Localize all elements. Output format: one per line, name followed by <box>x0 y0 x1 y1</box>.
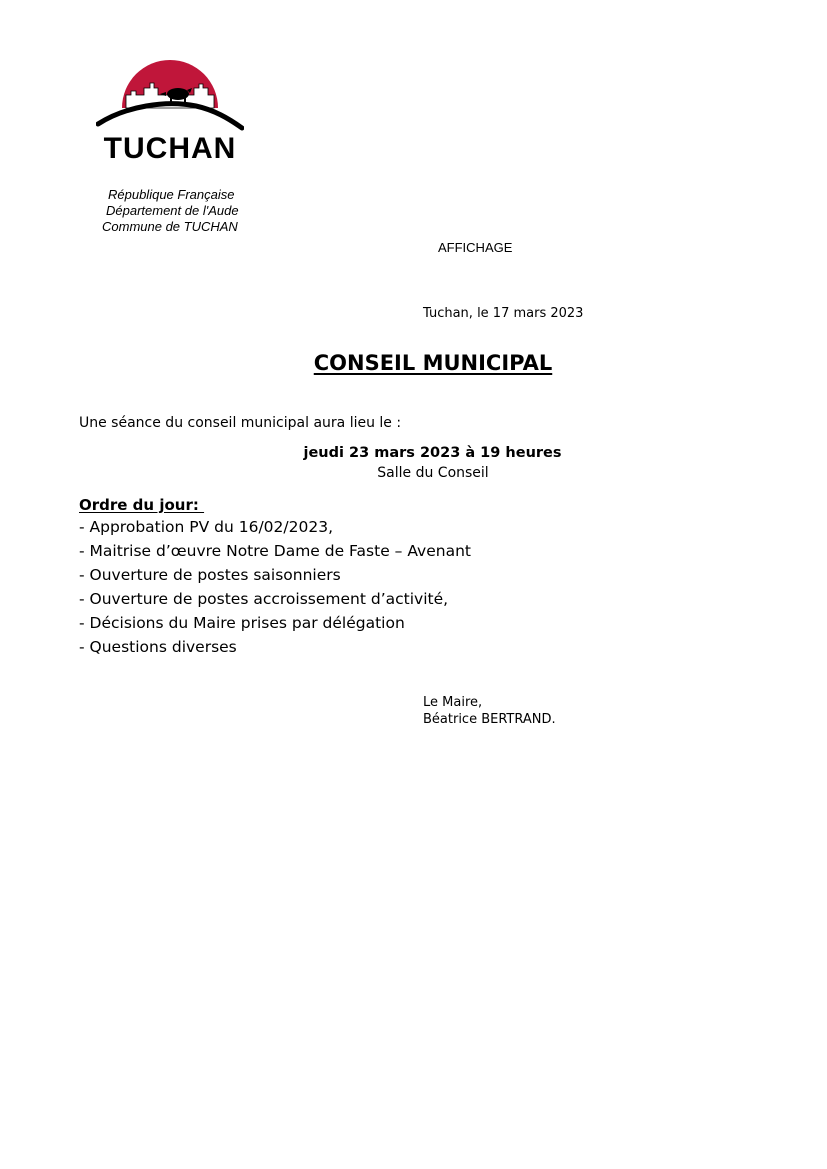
header-departement: Département de l'Aude <box>106 203 239 218</box>
page-title: CONSEIL MUNICIPAL <box>313 351 553 375</box>
agenda-item: - Approbation PV du 16/02/2023, <box>79 518 334 536</box>
agenda-item: - Décisions du Maire prises par délégation <box>79 614 405 632</box>
date-line: Tuchan, le 17 mars 2023 <box>423 306 584 321</box>
meeting-date: jeudi 23 mars 2023 à 19 heures <box>303 445 562 461</box>
agenda-item: - Maitrise d’œuvre Notre Dame de Faste – Avenant <box>79 542 471 560</box>
agenda-item: - Ouverture de postes accroissement d’activité, <box>79 590 449 608</box>
affichage-label: AFFICHAGE <box>438 240 513 255</box>
header-republique: République Française <box>108 187 235 202</box>
header-commune: Commune de TUCHAN <box>102 219 238 234</box>
agenda-item: - Questions diverses <box>79 638 237 656</box>
tuchan-logo <box>96 48 244 163</box>
intro-text: Une séance du conseil municipal aura lieu le : <box>79 415 402 431</box>
signature-role: Le Maire, <box>423 695 483 710</box>
signature-name: Béatrice BERTRAND. <box>423 712 556 727</box>
meeting-location: Salle du Conseil <box>377 465 489 481</box>
logo-text: TUCHAN <box>103 132 237 163</box>
agenda-title: Ordre du jour: <box>79 496 205 514</box>
agenda-item: - Ouverture de postes saisonniers <box>79 566 341 584</box>
agenda-list <box>79 515 471 659</box>
